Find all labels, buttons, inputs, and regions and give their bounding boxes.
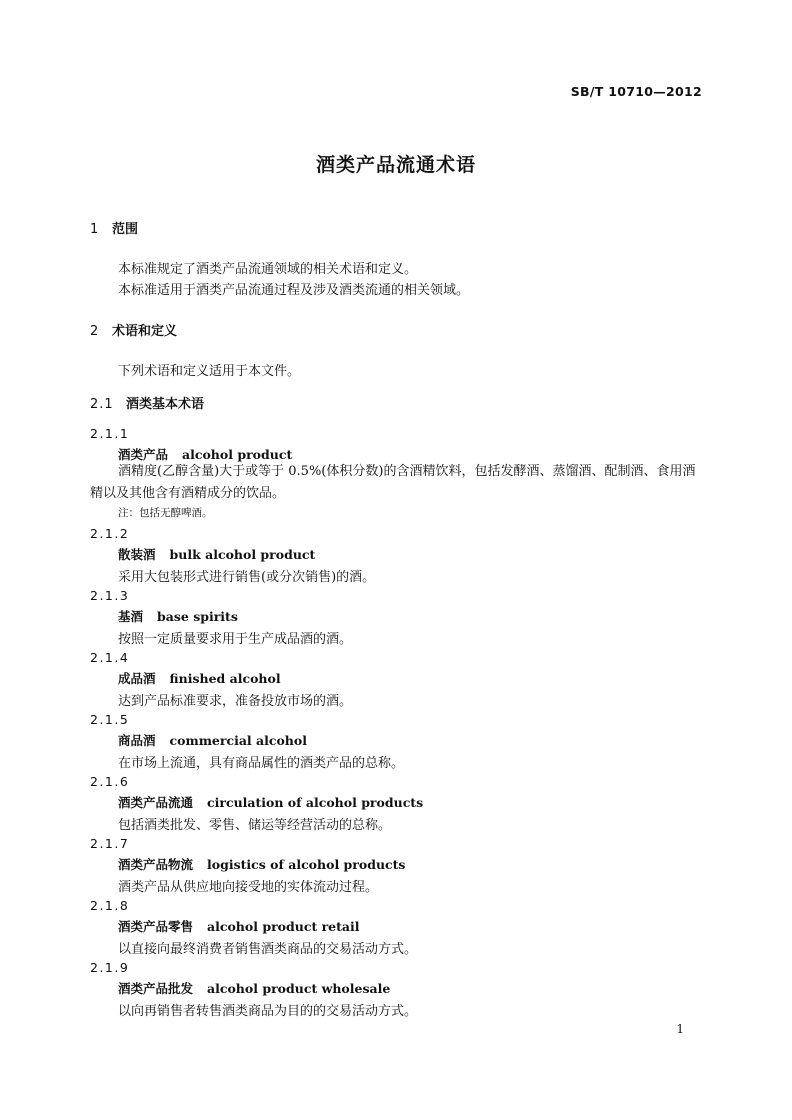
- term-zh: 酒类产品物流: [118, 857, 194, 872]
- term-number: 2.1.1: [90, 426, 130, 441]
- term-definition: 在市场上流通，具有商品属性的酒类产品的总称。: [118, 756, 405, 771]
- scope-paragraph: 本标准规定了酒类产品流通领域的相关术语和定义。: [118, 262, 418, 277]
- term-en: finished alcohol: [169, 671, 281, 686]
- term-definition: 酒类产品从供应地向接受地的实体流动过程。: [118, 880, 379, 895]
- term-number: 2.1.6: [90, 774, 130, 789]
- definitions-intro: 下列术语和定义适用于本文件。: [118, 364, 301, 379]
- term-entry: [118, 731, 307, 749]
- term-number: 2.1.9: [90, 960, 130, 975]
- term-number: 2.1.7: [90, 836, 130, 851]
- page-number: 1: [676, 1022, 684, 1036]
- term-number: 2.1.2: [90, 526, 130, 541]
- document-title: 酒类产品流通术语: [315, 154, 476, 176]
- section-number: 1: [90, 222, 99, 237]
- section-title: 术语和定义: [112, 324, 178, 339]
- term-definition: 达到产品标准要求，准备投放市场的酒。: [118, 694, 353, 709]
- term-en: alcohol product: [182, 447, 293, 462]
- term-en: base spirits: [157, 609, 238, 624]
- standard-number: SB/T 10710—2012: [570, 84, 702, 99]
- term-definition: 以直接向最终消费者销售酒类商品的交易活动方式。: [118, 942, 418, 957]
- term-zh: 酒类产品流通: [118, 795, 194, 810]
- term-definition: 以向再销售者转售酒类商品为目的的交易活动方式。: [118, 1004, 418, 1019]
- term-en: bulk alcohol product: [169, 547, 316, 562]
- term-zh: 酒类产品批发: [118, 981, 194, 996]
- term-number: 2.1.3: [90, 588, 130, 603]
- section-title: 酒类基本术语: [126, 397, 205, 412]
- section-2-1-heading: [90, 393, 204, 412]
- term-entry: [118, 669, 281, 687]
- term-entry: [118, 855, 405, 873]
- term-definition: 酒精度(乙醇含量)大于或等于 0.5%(体积分数)的含酒精饮料，包括发酵酒、蒸馏酒、配制酒、食用酒精以及其他含有酒精成分的饮品。: [90, 464, 696, 501]
- term-en: circulation of alcohol products: [207, 795, 424, 810]
- term-en: commercial alcohol: [169, 733, 307, 748]
- term-zh: 酒类产品: [118, 447, 169, 462]
- term-entry: [118, 979, 390, 997]
- term-number: 2.1.4: [90, 650, 130, 665]
- term-number: 2.1.8: [90, 898, 130, 913]
- scope-paragraph: 本标准适用于酒类产品流通过程及涉及酒类流通的相关领域。: [118, 283, 470, 298]
- term-number: 2.1.5: [90, 712, 130, 727]
- term-definition: 包括酒类批发、零售、储运等经营活动的总称。: [118, 818, 392, 833]
- section-title: 范围: [112, 222, 139, 237]
- term-zh: 成品酒: [118, 671, 156, 686]
- section-number: 2: [90, 324, 99, 339]
- term-entry: [118, 545, 315, 563]
- term-definition: 采用大包装形式进行销售(或分次销售)的酒。: [118, 570, 376, 585]
- term-entry: [118, 917, 359, 935]
- term-note: 注：包括无醇啤酒。: [118, 507, 213, 519]
- term-zh: 散装酒: [118, 547, 156, 562]
- term-entry: [118, 607, 238, 625]
- term-en: alcohol product wholesale: [207, 981, 391, 996]
- term-en: alcohol product retail: [207, 919, 360, 934]
- term-zh: 基酒: [118, 609, 144, 624]
- section-1-heading: [90, 218, 138, 237]
- term-zh: 酒类产品零售: [118, 919, 194, 934]
- term-definition: 按照一定质量要求用于生产成品酒的酒。: [118, 632, 353, 647]
- section-number: 2.1: [90, 397, 114, 412]
- section-2-heading: [90, 320, 177, 339]
- term-zh: 商品酒: [118, 733, 156, 748]
- term-entry: [118, 793, 423, 811]
- term-en: logistics of alcohol products: [207, 857, 406, 872]
